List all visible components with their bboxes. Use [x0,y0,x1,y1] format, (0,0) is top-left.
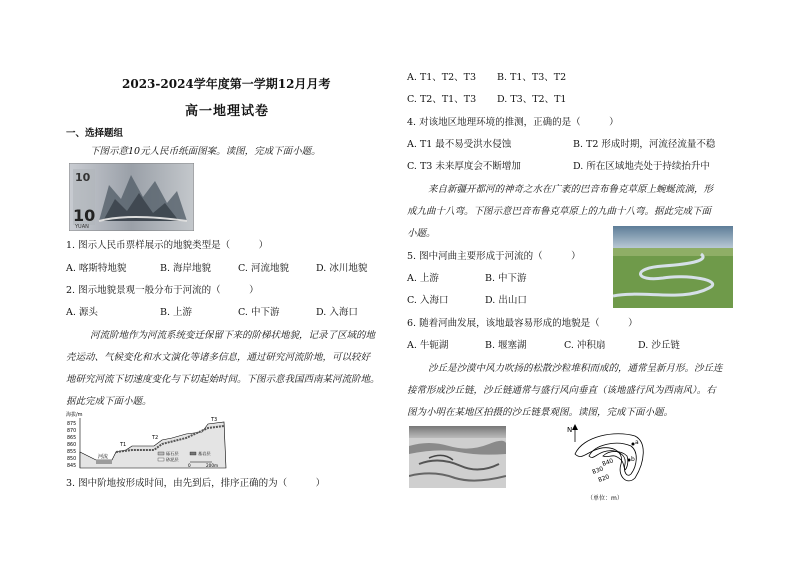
q3-option-d[interactable]: D. T3、T2、T1 [497,94,567,105]
q5-option-b[interactable]: B. 中下游 [485,273,527,284]
terrace-tick-870: 870 [67,429,77,434]
banknote-image [69,163,194,231]
north-arrow-icon [572,424,578,430]
q1-option-b[interactable]: B. 海岸地貌 [160,263,212,274]
meander-photo [613,226,733,308]
q2-option-b[interactable]: B. 上游 [160,307,193,318]
terrace-legend-gravel: 砾石层 [166,451,179,456]
q4-option-a[interactable]: A. T1 最不易受洪水侵蚀 [407,139,512,150]
q6-option-c[interactable]: C. 冲积扇 [564,340,606,351]
q1-option-c[interactable]: C. 河流地貌 [238,263,289,274]
passage4-line-1: 沙丘是沙漠中风力吹扬的松散沙粒堆积而成的，通常呈新月形。沙丘连 [428,363,723,374]
terrace-axis-title: 海拔/m [66,412,83,418]
contour-840: 840 [601,457,615,468]
q2-stem: 2. 图示地貌景观一般分布于河流的（ ） [66,285,259,296]
q4-option-b[interactable]: B. T2 形成时期，河流径流量不稳 [573,139,716,150]
terrace-tick-875: 875 [67,422,77,427]
exam-subtitle: 高一地理试卷 [185,104,270,119]
point-b: b [631,456,635,463]
terrace-tick-845: 845 [67,464,77,469]
terrace-river-label: 河流 [98,454,109,460]
q4-option-c[interactable]: C. T3 未来厚度会不断增加 [407,161,521,172]
north-label: N [567,426,573,434]
terrace-tick-855: 855 [67,450,77,455]
q4-stem: 4. 对该地区地理环境的推测，正确的是（ ） [407,117,619,128]
q3-option-a[interactable]: A. T1、T2、T3 [407,72,477,83]
q6-option-a[interactable]: A. 牛轭湖 [407,340,449,351]
banknote-top-value: 10 [75,171,91,184]
terrace-scale-label: 200m [206,463,219,468]
exam-title: 2023-2024学年度第一学期12月月考 [122,77,331,91]
q5-option-c[interactable]: C. 入海口 [407,295,449,306]
terrace-tick-865: 865 [67,436,77,441]
banknote-bottom-value: 10 [73,206,96,225]
passage2-line-1: 河流阶地作为河流系统变迁保留下来的阶梯状地貌，记录了区域的地 [90,330,376,341]
terrace-tick-860: 860 [67,443,77,448]
terrace-legend-sand: 砂泥层 [166,457,179,462]
passage2-line-2: 壳运动、气候变化和水文演化等诸多信息，通过研究河流阶地，可以较好 [66,352,371,363]
q3-option-c[interactable]: C. T2、T1、T3 [407,94,477,105]
terrace-t2-label: T2 [152,435,159,441]
passage4-line-3: 图为小明在某地区拍摄的沙丘链景观图。读图，完成下面小题。 [407,407,674,418]
q5-option-d[interactable]: D. 出山口 [485,295,527,306]
terrace-tick-850: 850 [67,457,77,462]
q5-stem: 5. 图中河曲主要形成于河流的（ ） [407,251,581,262]
contour-820: 820 [597,473,611,484]
point-a: a [635,439,639,446]
q6-stem: 6. 随着河曲发展，该地最容易形成的地貌是（ ） [407,318,638,329]
passage3-line-3: 小题。 [407,228,436,239]
q1-stem: 1. 图示人民币票样展示的地貌类型是（ ） [66,240,269,251]
q1-option-d[interactable]: D. 冰川地貌 [316,263,368,274]
q2-option-d[interactable]: D. 入海口 [316,307,358,318]
intro-1: 下图示意10元人民币纸面图案。读图，完成下面小题。 [90,146,321,157]
q6-option-d[interactable]: D. 沙丘链 [638,340,680,351]
contour-830: 830 [591,465,605,476]
terrace-legend-bedrock: 基岩层 [198,451,211,456]
passage2-line-4: 据此完成下面小题。 [66,396,152,407]
q6-option-b[interactable]: B. 堰塞湖 [485,340,527,351]
passage3-line-1: 来自新疆开都河的神奇之水在广袤的巴音布鲁克草原上蜿蜒流淌，形 [428,184,714,195]
map-unit: （单位：m） [587,495,623,502]
q2-option-c[interactable]: C. 中下游 [238,307,280,318]
passage3-line-2: 成九曲十八弯。下图示意巴音布鲁克草原上的九曲十八弯。据此完成下面 [407,206,712,217]
passage2-line-3: 地研究河流下切速度变化与下切起始时间。下图示意我国西南某河流阶地。 [66,374,380,385]
q4-option-d[interactable]: D. 所在区域地壳处于持续抬升中 [573,161,710,172]
terrace-diagram [66,410,246,472]
dune-contour-map [555,420,675,506]
passage4-line-2: 接常形成沙丘链，沙丘链通常与盛行风向垂直（该地盛行风为西南风）。右 [407,385,716,396]
terrace-t3-label: T3 [211,417,218,423]
terrace-t1-label: T1 [120,442,127,448]
q1-option-a[interactable]: A. 喀斯特地貌 [66,263,127,274]
q3-stem: 3. 图中阶地按形成时间，由先到后，排序正确的为（ ） [66,478,326,489]
q3-option-b[interactable]: B. T1、T3、T2 [497,72,567,83]
q5-option-a[interactable]: A. 上游 [407,273,439,284]
terrace-scale-zero: 0 [188,463,191,468]
q2-option-a[interactable]: A. 源头 [66,307,98,318]
dune-photo [409,426,506,488]
banknote-unit: YUAN [75,224,89,230]
section-heading: 一、选择题组 [66,128,124,139]
